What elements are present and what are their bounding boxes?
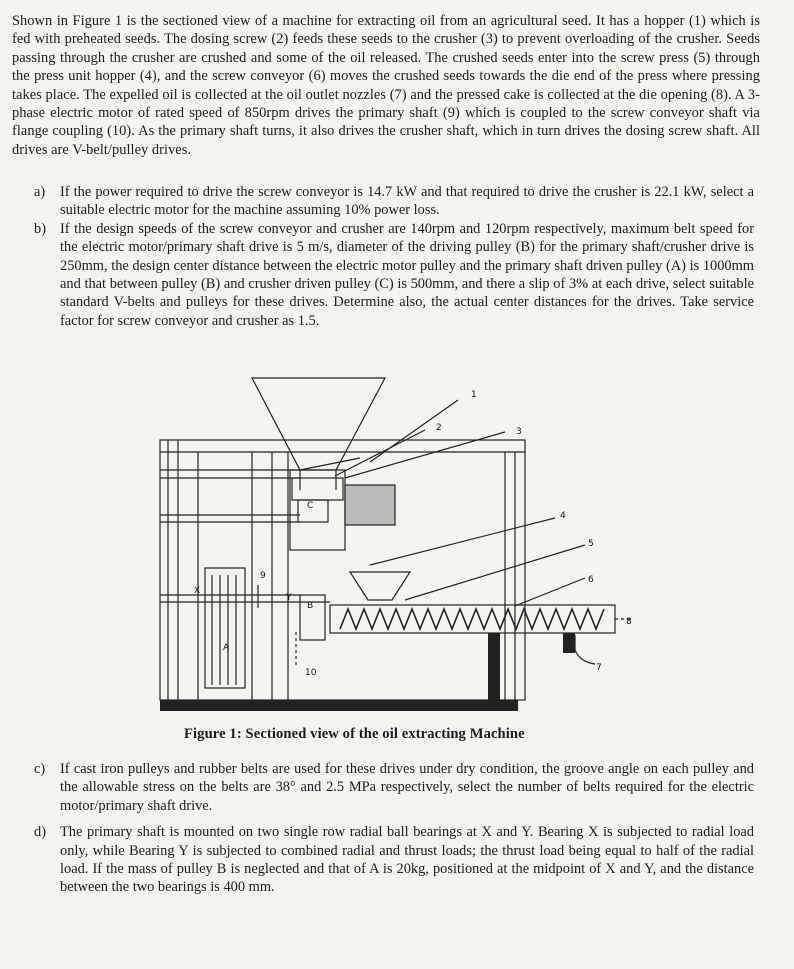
- label-x: X: [194, 586, 201, 596]
- leader-line-4: [370, 518, 555, 565]
- question-b: [34, 220, 754, 330]
- intro-paragraph: Shown in Figure 1 is the sectioned view of a machine for extracting oil from an agricultural seed. It has a hopper (1) which is fed with preheated seeds. The dosing screw (2) feeds these seeds to the crusher (3) to prevent overloading of the crusher. Seeds passing through the crusher are crushed and some of the oil released. The crushed seeds enter into the screw press (5) through the press unit hopper (4), and the screw conveyor (6) moves the crushed seeds towards the die end of the press where pressing takes place. The expelled oil is collected at the oil outlet nozzles (7) and the pressed cake is collected at the die opening (8). A 3-phase electric motor of rated speed of 850rpm drives the primary shaft (9) which is coupled to the screw conveyor shaft via flange coupling (10). As the primary shaft turns, it also drives the crusher shaft, which in turn drives the dosing screw shaft. All drives are V-belt/pulley drives.: [12, 13, 760, 158]
- questions-bottom: [34, 760, 754, 897]
- label-b: B: [307, 601, 314, 611]
- figure-caption: Figure 1: Sectioned view of the oil extracting Machine: [184, 726, 525, 742]
- question-text: If the design speeds of the screw conveyor and crusher are 140rpm and 120rpm respectively, maximum belt speed for the electric motor/primary shaft drive is 5 m/s, diameter of the driving pulley (B) for the primary shaft/crusher drive is 250mm, the design center distance between the electric motor pulley and the primary shaft driven pulley (A) is 1000mm and that between pulley (B) and crusher driven pulley (C) is 500mm, and there a slip of 3% at each drive, select suitable standard V-belts and pulleys for these drives. Determine also, the actual center distances for the drives. Take service factor for screw conveyor and crusher as 1.5.: [60, 220, 754, 329]
- leader-line-3: [345, 432, 505, 478]
- leader-line-2: [335, 430, 425, 476]
- question-label: c): [34, 761, 46, 777]
- question-label: b): [34, 220, 46, 237]
- label-3: 3: [516, 427, 522, 437]
- question-text: If the power required to drive the screw conveyor is 14.7 kW and that required to drive the crusher is 22.1 kW, select a suitable electric motor for the machine assuming 10% power loss.: [60, 184, 754, 219]
- question-a: [34, 183, 754, 220]
- press-hopper-outline: [350, 572, 410, 600]
- label-8: 8: [626, 617, 632, 627]
- label-1: 1: [471, 390, 477, 400]
- label-y: Y: [286, 593, 292, 603]
- leader-line-1: [370, 400, 458, 462]
- machine-base: [160, 700, 518, 711]
- question-text: The primary shaft is mounted on two single row radial ball bearings at X and Y. Bearing X is subjected to radial load only, while Bearing Y is subjected to combined radial and thrust loads; the thrust load being equal to half of the radial load. If the mass of pulley B is neglected and that of A is 20kg, positioned at the midpoint of X and Y, and the distance between the two bearings is 400 mm.: [60, 824, 754, 896]
- label-4: 4: [560, 511, 566, 521]
- label-10: 10: [305, 668, 317, 678]
- question-label: d): [34, 824, 46, 841]
- leader-line-5: [405, 545, 585, 600]
- electric-motor: [205, 568, 245, 688]
- label-6: 6: [588, 575, 594, 585]
- question-label: a): [34, 184, 46, 200]
- questions-top: [34, 183, 754, 330]
- label-5: 5: [588, 539, 594, 549]
- question-c: [34, 760, 754, 815]
- crusher-chamber: [345, 485, 395, 525]
- machine-figure: [150, 372, 640, 717]
- oil-outlet-nozzle: [563, 633, 575, 653]
- question-text: If cast iron pulleys and rubber belts are used for these drives under dry condition, the groove angle on each pulley and the allowable stress on the belts are 38° and 2.5 MPa respectively, select the number of belts required for the electric motor/primary shaft drive.: [60, 761, 754, 814]
- label-c: C: [307, 501, 314, 511]
- question-d: [34, 823, 754, 897]
- label-a: A: [223, 643, 230, 653]
- label-7: 7: [596, 663, 602, 673]
- press-support: [488, 633, 500, 700]
- label-2: 2: [436, 423, 442, 433]
- leader-line-7: [575, 635, 595, 664]
- label-9: 9: [260, 571, 266, 581]
- screw-flights: [340, 609, 604, 629]
